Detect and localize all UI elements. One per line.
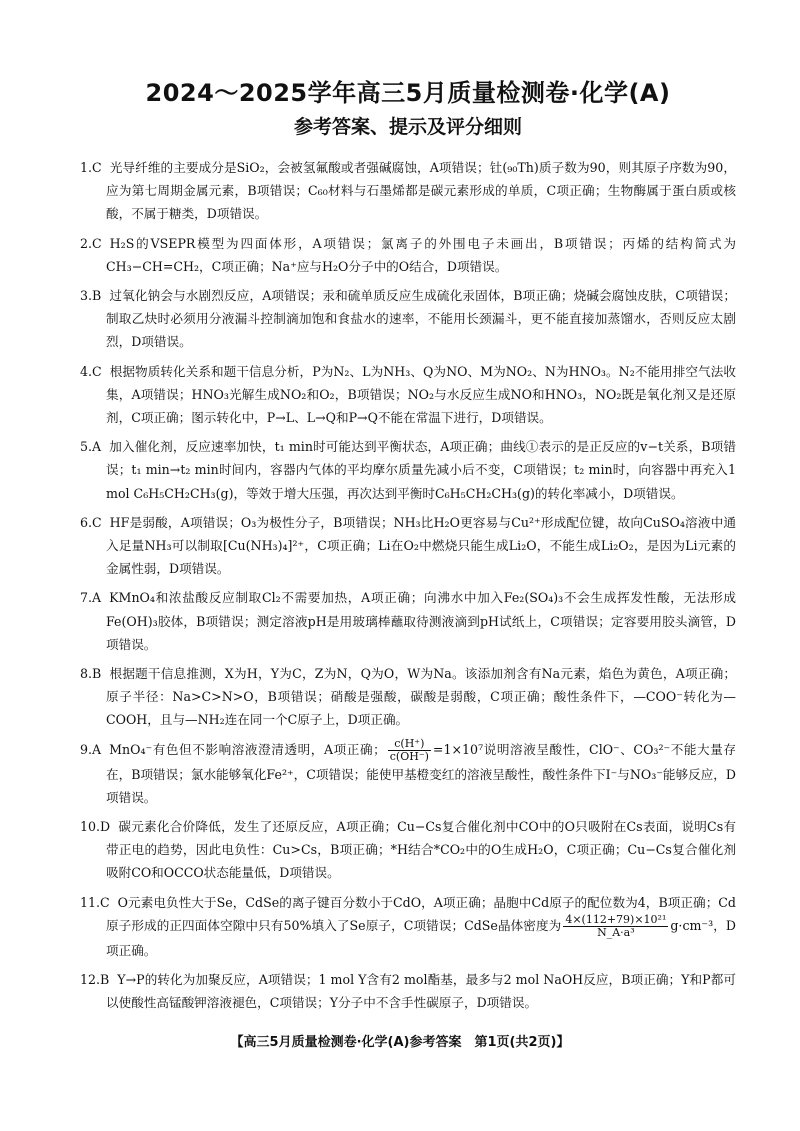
answer-number: 5.	[80, 439, 93, 455]
answer-number: 9.	[80, 741, 93, 757]
answer-key: A	[92, 590, 102, 606]
answer-key: A	[92, 741, 102, 757]
fraction-denominator: c(OH⁻)	[389, 749, 429, 763]
density-fraction	[563, 914, 668, 939]
answer-key: C	[92, 363, 102, 379]
answer-item-10	[80, 815, 736, 885]
answer-explanation: Y→P的转化为加聚反应，A项错误；1 mol Y含有2 mol酯基，最多与2 mol NaOH反应，B项正确；Y和P都可以使酸性高锰酸钾溶液褪色，C项错误；Y分子中不含手性碳原子，D项错误。	[106, 972, 736, 1011]
answer-number: 3.	[80, 288, 93, 304]
answer-key: A	[92, 439, 102, 455]
answer-item-4	[80, 360, 736, 430]
answer-explanation: KMnO₄和浓盐酸反应制取Cl₂不需要加热，A项正确；向沸水中加入Fe₂(SO₄)₃不会生成挥发性酸，无法形成Fe(OH)₃胶体，B项错误；测定溶液pH是用玻璃棒蘸取待测液滴到pH试纸上，C项错误；定容要用胶头滴管，D项错误。	[106, 590, 736, 652]
page-subtitle: 参考答案、提示及评分细则	[293, 116, 522, 138]
answer-number: 1.	[80, 160, 93, 175]
answer-list	[80, 156, 736, 1015]
answer-number: 6.	[80, 514, 93, 530]
answer-key: B	[92, 666, 102, 682]
answer-item-2	[80, 232, 736, 278]
answer-item-9	[80, 738, 736, 809]
answer-number: 8.	[80, 666, 93, 682]
page-title: 2024～2025学年高三5月质量检测卷·化学(A)	[145, 79, 671, 107]
answer-key: C	[100, 894, 110, 910]
answer-key: C	[92, 235, 102, 251]
answer-explanation-part-a: MnO₄⁻有色但不影响溶液澄清透明，A项正确；	[109, 741, 386, 757]
answer-item-6	[80, 511, 736, 581]
answer-key: B	[100, 972, 110, 988]
answer-explanation: H₂S的VSEPR模型为四面体形，A项错误；氯离子的外围电子未画出，B项错误；丙烯的结构简式为CH₃−CH=CH₂，C项正确；Na⁺应与H₂O分子中的O结合，D项错误。	[106, 235, 736, 274]
answer-explanation: 光导纤维的主要成分是SiO₂，会被氢氟酸或者强碱腐蚀，A项错误；钍(₉₀Th)质子数为90，则其原子序数为90，应为第七周期金属元素，B项错误；C₆₀材料与石墨烯都是碳元素形成的单质，C项正确；生物酶属于蛋白质或核酸，不属于糖类，D项错误。	[106, 160, 736, 222]
answer-item-12	[80, 968, 736, 1014]
fraction-numerator: 4×(112+79)×10²¹	[565, 912, 667, 926]
ratio-fraction	[388, 738, 431, 763]
answer-key: B	[92, 288, 102, 304]
answer-key: C	[92, 514, 102, 530]
answer-explanation: 根据物质转化关系和题干信息分析，P为N₂、L为NH₃、Q为NO、M为NO₂、N为HNO₃。N₂不能用排空气法收集，A项错误；HNO₃光解生成NO₂和O₂，B项错误；NO₂与水反应生成NO和HNO₃，NO₂既是氧化剂又是还原剂，C项正确；图示转化中，P→L、L→Q和P→Q不能在常温下进行，D项错误。	[106, 363, 736, 426]
answer-item-11	[80, 891, 736, 962]
answer-key: C	[92, 160, 102, 175]
answer-item-1	[80, 156, 736, 226]
answer-number: 12.	[80, 972, 101, 988]
answer-number: 2.	[80, 235, 93, 251]
answer-explanation-part-a: O元素电负性大于Se，CdSe的离子键百分数小于CdO，A项正确；晶胞中Cd原子的配位数为4，B项正确；Cd原子形成的正四面体空隙中只有50%填入了Se原子，C项错误；CdSe晶体密度为	[106, 894, 736, 933]
answer-item-3	[80, 284, 736, 354]
answer-explanation: 碳元素化合价降低，发生了还原反应，A项正确；Cu−Cs复合催化剂中CO中的O只吸附在Cs表面，说明Cs有带正电的趋势，因此电负性：Cu>Cs，B项正确；*H结合*CO₂中的O生成H₂O，C项正确；Cu−Cs复合催化剂吸附CO和OCCO状态能量低，D项错误。	[106, 819, 736, 881]
answer-number: 10.	[80, 819, 101, 835]
answer-item-8	[80, 662, 736, 732]
answer-number: 7.	[80, 590, 93, 606]
answer-explanation-part-b: =1×10⁷说明溶液呈酸性，ClO⁻、CO₃²⁻不能大量存在，B项错误；氯水能够氧化Fe²⁺，C项错误；能使甲基橙变红的溶液呈酸性，酸性条件下I⁻与NO₃⁻能够反应，D项错误。	[106, 741, 736, 805]
answer-explanation-part-b: g·cm⁻³，D项正确。	[106, 917, 736, 958]
page-footer: 【高三5月质量检测卷·化学(A)参考答案 第1页(共2页)】	[230, 1035, 570, 1050]
answer-explanation: HF是弱酸，A项错误；O₃为极性分子，B项错误；NH₃比H₂O更容易与Cu²⁺形成配位键，故向CuSO₄溶液中通入足量NH₃可以制取[Cu(NH₃)₄]²⁺，C项正确；Li在O₂中燃烧只能生成Li₂O，不能生成Li₂O₂，是因为Li元素的金属性弱，D项错误。	[106, 514, 736, 577]
answer-item-5	[80, 435, 736, 505]
answer-explanation: 加入催化剂，反应速率加快，t₁ min时可能达到平衡状态，A项正确；曲线①表示的是正反应的v−t关系，B项错误；t₁ min→t₂ min时间内，容器内气体的平均摩尔质量先减小后不变，C项错误；t₂ min时，向容器中再充入1 mol C₆H₅CH₂CH₃(g)，等效于增大压强，再次达到平衡时C₆H₅CH₂CH₃(g)的转化率减小，D项错误。	[106, 439, 736, 501]
fraction-denominator: N_A·a³	[597, 925, 635, 939]
fraction-numerator: c(H⁺)	[388, 738, 431, 751]
answer-number: 4.	[80, 363, 93, 379]
answer-item-7	[80, 586, 736, 656]
answer-explanation: 根据题干信息推测，X为H，Y为C，Z为N，Q为O，W为Na。该添加剂含有Na元素，焰色为黄色，A项正确；原子半径：Na>C>N>O，B项错误；硝酸是强酸，碳酸是弱酸，C项正确；酸性条件下，—COO⁻转化为—COOH，且与—NH₂连在同一个C原子上，D项正确。	[106, 666, 736, 728]
answer-explanation: 过氧化钠会与水剧烈反应，A项错误；汞和硫单质反应生成硫化汞固体，B项正确；烧碱会腐蚀皮肤，C项错误；制取乙炔时必须用分液漏斗控制滴加饱和食盐水的速率，不能用长颈漏斗，更不能直接加蒸馏水，否则反应太剧烈，D项错误。	[106, 288, 736, 350]
answer-number: 11.	[80, 894, 101, 910]
answer-key: D	[100, 819, 111, 835]
